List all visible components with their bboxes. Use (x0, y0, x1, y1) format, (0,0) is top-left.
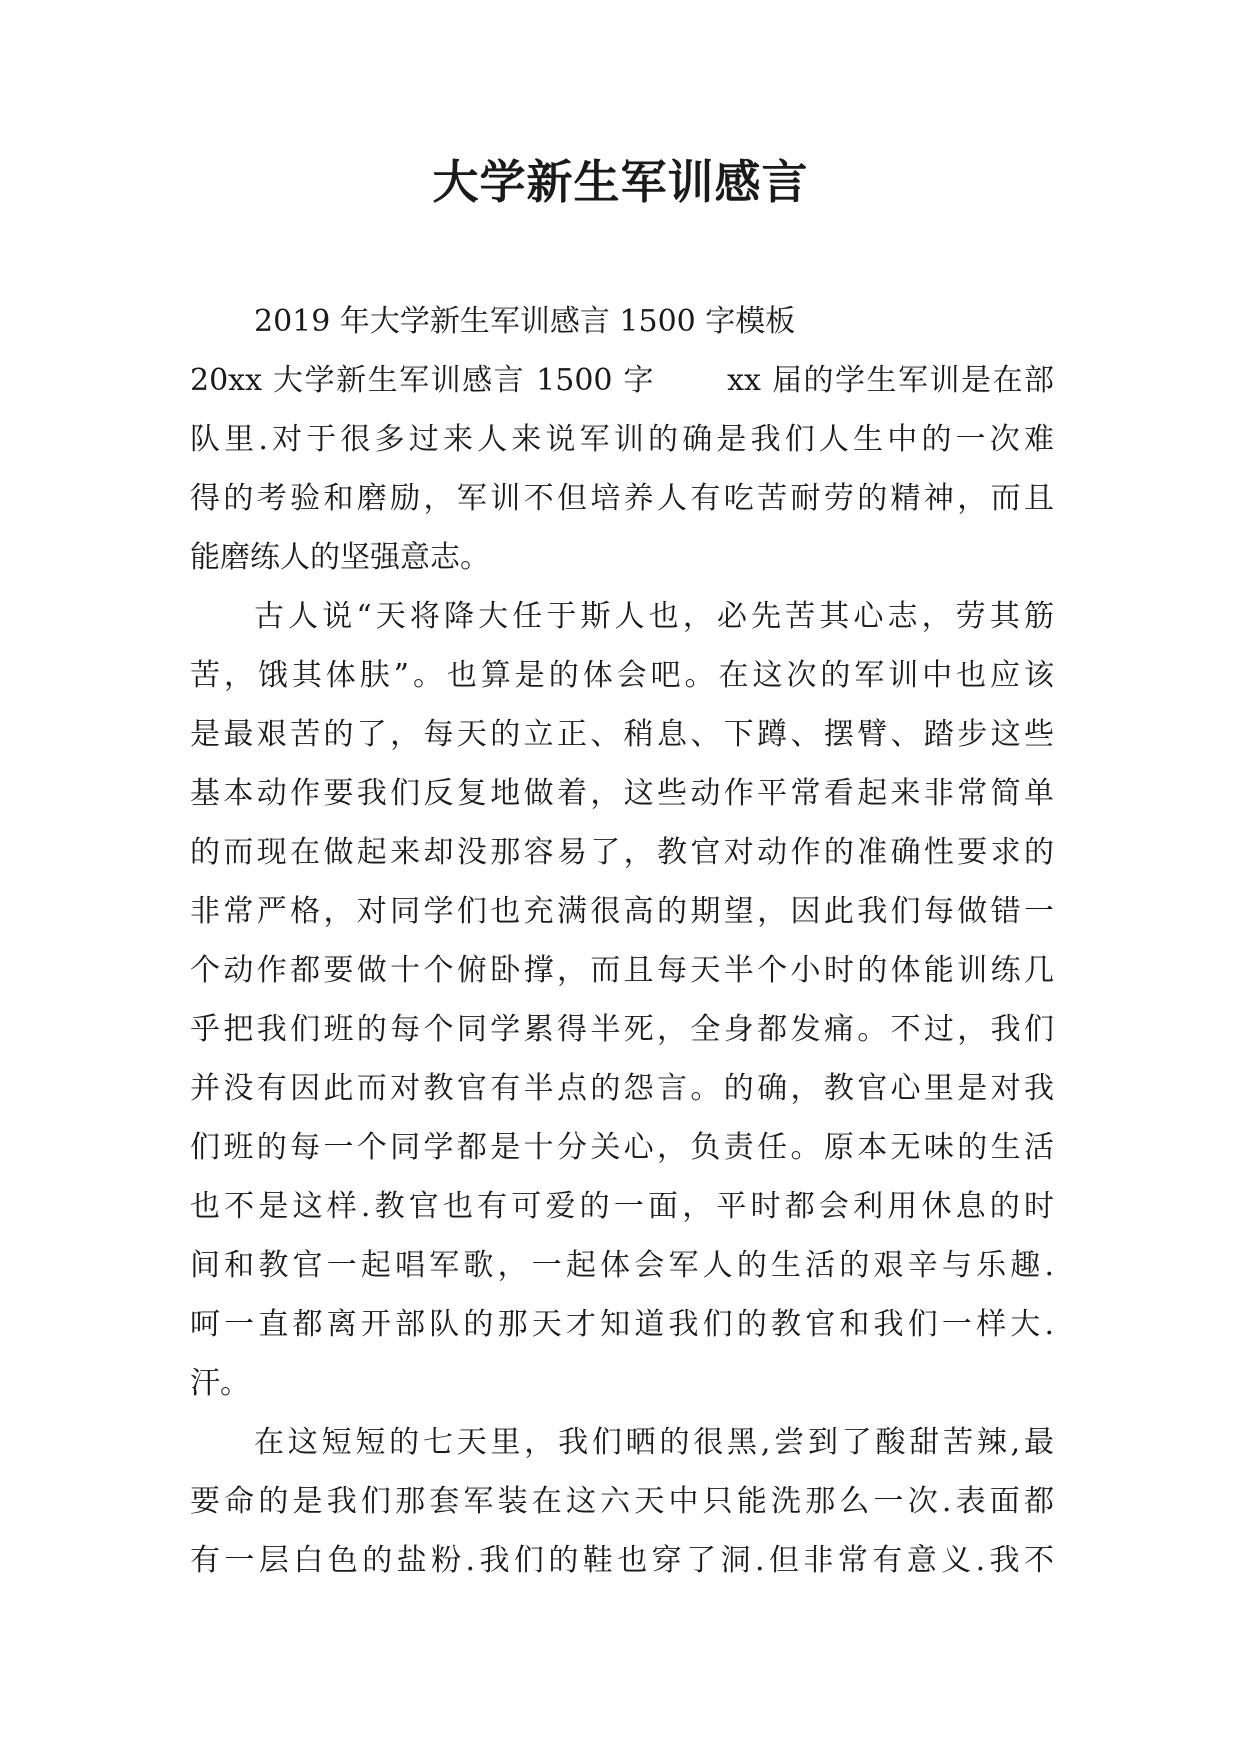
text-line: 古人说“天将降大任于斯人也，必先苦其心志，劳其筋 (254, 599, 1054, 634)
text-line: 队里.对于很多过来人来说军训的确是我们人生中的一次难 (190, 422, 1054, 457)
document-body (190, 292, 1054, 1590)
text-line: 的而现在做起来却没那容易了，教官对动作的准确性要求的 (190, 835, 1054, 870)
text-line: 间和教官一起唱军歌，一起体会军人的生活的艰辛与乐趣. (190, 1248, 1054, 1283)
text-line (190, 351, 1054, 410)
text-line: 们班的每一个同学都是十分关心，负责任。原本无味的生活 (190, 1130, 1054, 1165)
text-line: 得的考验和磨励，军训不但培养人有吃苦耐劳的精神，而且 (190, 481, 1054, 516)
text-line: 汗。 (190, 1366, 250, 1401)
text-line: 呵一直都离开部队的那天才知道我们的教官和我们一样大. (190, 1307, 1054, 1342)
text-line: 有一层白色的盐粉.我们的鞋也穿了洞.但非常有意义.我不 (190, 1543, 1054, 1578)
text-line: 2019 年大学新生军训感言 1500 字模板 (254, 304, 796, 339)
text-line: 苦，饿其体肤”。也算是的体会吧。在这次的军训中也应该 (190, 658, 1054, 693)
text-line: 是最艰苦的了，每天的立正、稍息、下蹲、摆臂、踏步这些 (190, 717, 1054, 752)
text-line: 个动作都要做十个俯卧撑，而且每天半个小时的体能训练几 (190, 953, 1054, 988)
text-line: 并没有因此而对教官有半点的怨言。的确，教官心里是对我 (190, 1071, 1054, 1106)
text-line: 要命的是我们那套军装在这六天中只能洗那么一次.表面都 (190, 1484, 1054, 1519)
text-line: 乎把我们班的每个同学累得半死，全身都发痛。不过，我们 (190, 1012, 1054, 1047)
text-segment: 20xx 大学新生军训感言 1500 字 (190, 363, 656, 398)
text-line: 非常严格，对同学们也充满很高的期望，因此我们每做错一 (190, 894, 1054, 929)
text-line: 也不是这样.教官也有可爱的一面，平时都会利用休息的时 (190, 1189, 1054, 1224)
text-line: 在这短短的七天里，我们晒的很黑,尝到了酸甜苦辣,最 (254, 1425, 1054, 1460)
text-line: 基本动作要我们反复地做着，这些动作平常看起来非常简单 (190, 776, 1054, 811)
document-title: 大学新生军训感言 (432, 155, 809, 209)
text-line: 能磨练人的坚强意志。 (190, 540, 490, 575)
text-segment: xx 届的学生军训是在部 (727, 363, 1055, 398)
